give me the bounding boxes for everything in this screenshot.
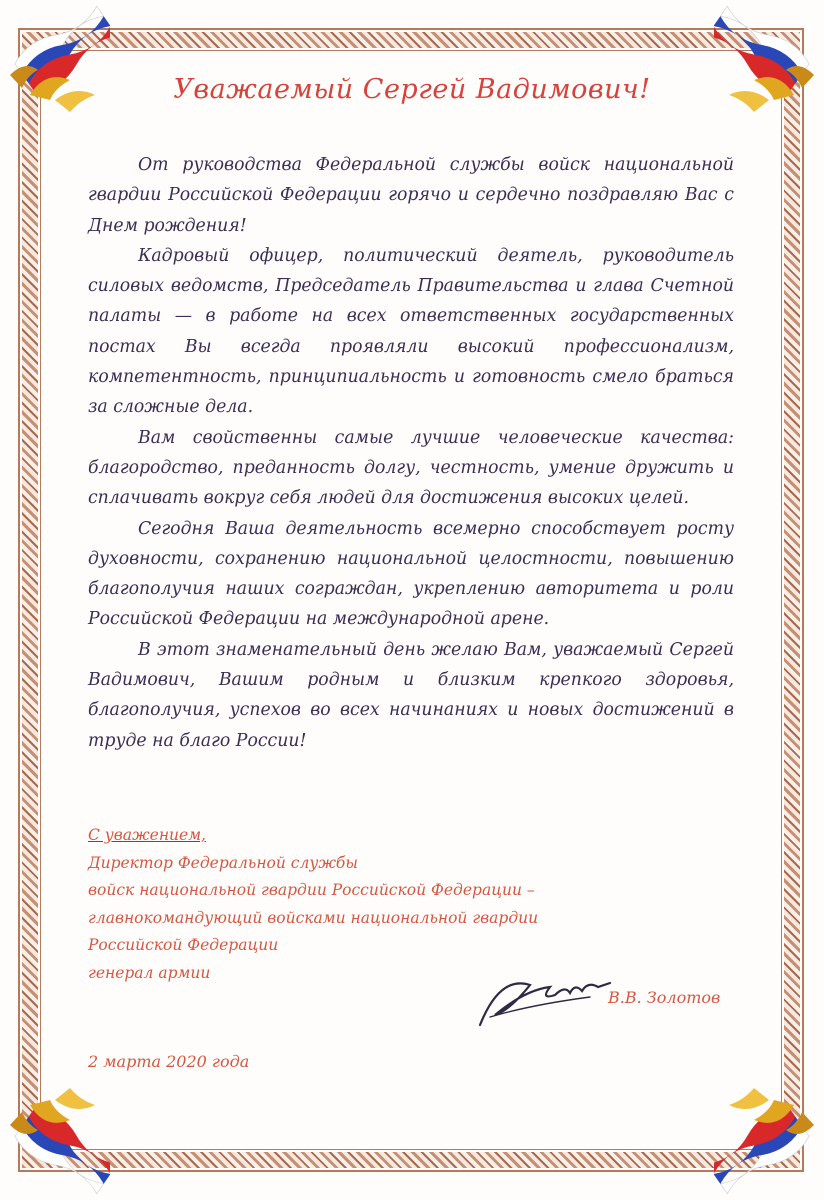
paragraph-wishes: В этот знаменательный день желаю Вам, уважаемый Сергей Вадимович, Вашим родным и близким крепкого здоровья, благополучия, успехов во всех начинаниях и новых достижений в труде на благо России! <box>88 639 734 751</box>
flag-corner-bottom-left-icon <box>0 1080 110 1200</box>
flag-corner-bottom-right-icon <box>714 1080 824 1200</box>
signer-title-line-2: войск национальной гвардии Российской Федерации – <box>88 881 535 899</box>
paragraph-greeting: От руководства Федеральной службы войск национальной гвардии Российской Федерации горячо и сердечно поздравляю Вас с Днем рождения! <box>88 155 734 236</box>
signer-title-line-5: генерал армии <box>88 963 211 982</box>
signer-name: В.В. Золотов <box>608 988 721 1007</box>
signer-title-line-4: Российской Федерации <box>88 936 279 954</box>
salutation-heading: Уважаемый Сергей Вадимович! <box>173 74 651 105</box>
paragraph-career: Кадровый офицер, политический деятель, руководитель силовых ведомств, Председатель Правительства и глава Счетной палаты — в работе на всех ответственных государственных постах Вы всегда проявляли высокий профессионализм, компетентность, принципиальность и готовность смело браться за сложные дела. <box>88 245 734 418</box>
letter-body <box>88 150 734 756</box>
letter-date: 2 марта 2020 года <box>88 1052 250 1071</box>
signer-title-line-3: главнокомандующий войсками национальной гвардии <box>88 908 539 927</box>
closing-regards: С уважением, <box>88 826 206 844</box>
signer-title-line-1: Директор Федеральной службы <box>88 853 359 872</box>
paragraph-qualities: Вам свойственны самые лучшие человеческие качества: благородство, преданность долгу, честность, умение дружить и сплачивать вокруг себя людей для достижения высоких целей. <box>88 427 734 509</box>
handwritten-signature <box>470 955 620 1035</box>
paragraph-activity: Сегодня Ваша деятельность всемерно способствует росту духовности, сохранению национальной целостности, повышению благополучия наших сограждан, укреплению авторитета и роли Российской Федерации на международной арене. <box>88 518 734 630</box>
